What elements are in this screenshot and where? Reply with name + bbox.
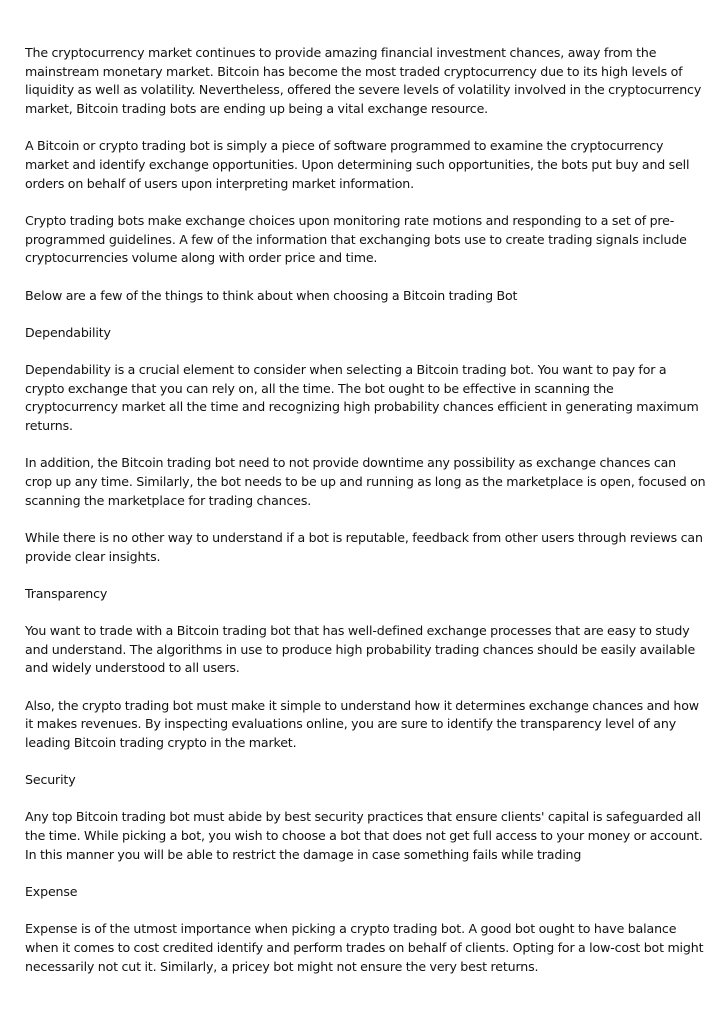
paragraph-dependability-1: Dependability is a crucial element to consider when selecting a Bitcoin trading bot. You want to pay for a crypto exchange that you can rely on, all the time. The bot ought to be effective in scanning the cryptocurrency market all the time and recognizing high probability chances efficient in generating maximum returns. (25, 361, 699, 434)
paragraph-bot-definition: A Bitcoin or crypto trading bot is simply a piece of software programmed to examine the cryptocurrency market and identify exchange opportunities. Upon determining such opportunities, the bots put buy and sell orders on behalf of users upon interpreting market information. (25, 138, 690, 191)
paragraph-dependability-2: In addition, the Bitcoin trading bot need to not provide downtime any possibility as exchange chances can crop up any time. Similarly, the bot needs to be up and running as long as the marketplace is open, focused on scanning the marketplace for trading chances. (25, 455, 706, 508)
paragraph-considerations: Below are a few of the things to think about when choosing a Bitcoin trading Bot (25, 287, 518, 303)
heading-transparency: Transparency (25, 585, 108, 601)
paragraph-security: Any top Bitcoin trading bot must abide by best security practices that ensure clients' capital is safeguarded all the time. While picking a bot, you wish to choose a bot that does not get full access to your money or account. In this manner you will be able to restrict the damage in case something fails while trading (25, 809, 703, 862)
paragraph-transparency-1: You want to trade with a Bitcoin trading bot that has well-defined exchange processes that are easy to study and understand. The algorithms in use to produce high probability trading chances should be easily available and widely understood to all users. (25, 622, 696, 676)
heading-dependability: Dependability (25, 324, 111, 340)
heading-security: Security (25, 772, 76, 788)
heading-expense: Expense (25, 884, 78, 899)
paragraph-expense: Expense is of the utmost importance when picking a crypto trading bot. A good bot ought to have balance when it comes to cost credited identify and perform trades on behalf of clients. Opting for a low-cost bot might necessarily not cut it. Similarly, a pricey bot might not ensure the very best returns. (25, 921, 704, 974)
paragraph-bot-decisions: Crypto trading bots make exchange choices upon monitoring rate motions and responding to a set of pre-programmed guidelines. A few of the information that exchanging bots use to create trading signals include cryptocurrencies volume along with order price and time. (25, 212, 687, 266)
paragraph-dependability-3: While there is no other way to understand if a bot is reputable, feedback from other users through reviews can provide clear insights. (25, 529, 703, 564)
paragraph-intro: The cryptocurrency market continues to provide amazing financial investment chances, away from the mainstream monetary market. Bitcoin has become the most traded cryptocurrency due to its high levels of liquidity as well as volatility. Nevertheless, offered the severe levels of volatility involved in the cryptocurrency market, Bitcoin trading bots are ending up being a vital exchange resource. (25, 45, 702, 117)
paragraph-transparency-2: Also, the crypto trading bot must make it simple to understand how it determines exchange chances and how it makes revenues. By inspecting evaluations online, you are sure to identify the transparency level of any leading Bitcoin trading crypto in the market. (25, 697, 699, 750)
